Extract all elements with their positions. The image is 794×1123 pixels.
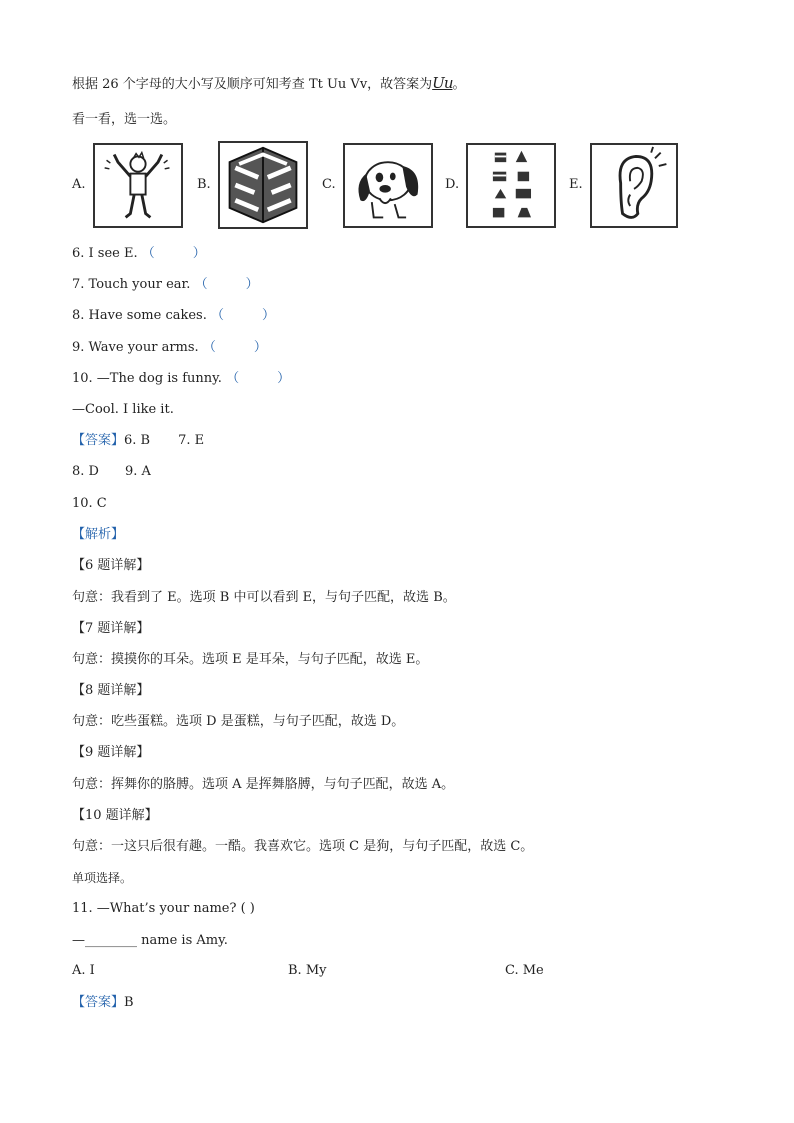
dog-icon bbox=[343, 143, 433, 228]
analysis-label: 【解析】 bbox=[72, 527, 125, 542]
question-10-reply: —Cool. I like it. bbox=[72, 402, 174, 417]
option-b[interactable]: B. My bbox=[288, 963, 327, 978]
option-a[interactable]: A. I bbox=[72, 963, 95, 978]
pic-label-a: A. bbox=[72, 177, 86, 192]
question-9: 9. Wave your arms. （ ） bbox=[72, 340, 267, 355]
question-11: 11. —What’s your name? ( ) bbox=[72, 901, 255, 916]
pic-label-e: E. bbox=[569, 177, 583, 192]
answer-bracket-10[interactable]: （ ） bbox=[226, 371, 291, 386]
detail-text-7: 句意：摸摸你的耳朵。选项 E 是耳朵，与句子匹配，故选 E。 bbox=[72, 652, 429, 667]
answer-blank[interactable]: ________ bbox=[85, 933, 137, 948]
answer-bracket-6[interactable]: （ ） bbox=[141, 246, 206, 261]
ear-icon bbox=[590, 143, 678, 228]
letter-e-cube-icon bbox=[218, 141, 308, 229]
pic-label-d: D. bbox=[445, 177, 460, 192]
detail-text-8: 句意：吃些蛋糕。选项 D 是蛋糕，与句子匹配，故选 D。 bbox=[72, 714, 405, 729]
detail-heading-8: 【8 题详解】 bbox=[72, 683, 150, 698]
detail-heading-6: 【6 题详解】 bbox=[72, 558, 150, 573]
option-c[interactable]: C. Me bbox=[505, 963, 544, 978]
waving-boy-icon bbox=[93, 143, 183, 228]
answer-bracket-9[interactable]: （ ） bbox=[202, 340, 267, 355]
question-7: 7. Touch your ear. （ ） bbox=[72, 277, 259, 292]
cakes-icon bbox=[466, 143, 556, 228]
answer-line-2: 8. D 9. A bbox=[72, 464, 151, 479]
question-10: 10. —The dog is funny. （ ） bbox=[72, 371, 291, 386]
answer-line-1: 【答案】6. B 7. E bbox=[72, 433, 205, 448]
pic-label-b: B. bbox=[197, 177, 211, 192]
detail-text-10: 句意：一这只后很有趣。一酷。我喜欢它。选项 C 是狗，与句子匹配，故选 C。 bbox=[72, 839, 534, 854]
answer-11: 【答案】B bbox=[72, 995, 134, 1010]
intro-line: 根据 26 个字母的大小写及顺序可知考查 Tt Uu Vv，故答案为Uu。 bbox=[72, 74, 466, 92]
question-6: 6. I see E. （ ） bbox=[72, 246, 206, 261]
answer-label: 【答案】 bbox=[72, 433, 125, 448]
detail-heading-10: 【10 题详解】 bbox=[72, 808, 158, 823]
single-choice-title: 单项选择。 bbox=[72, 871, 133, 885]
handwritten-answer: Uu bbox=[432, 74, 453, 92]
question-8: 8. Have some cakes. （ ） bbox=[72, 308, 276, 323]
detail-text-6: 句意：我看到了 E。选项 B 中可以看到 E，与句子匹配，故选 B。 bbox=[72, 590, 456, 605]
detail-heading-7: 【7 题详解】 bbox=[72, 621, 150, 636]
intro-text: 根据 26 个字母的大小写及顺序可知考查 Tt Uu Vv，故答案为 bbox=[72, 77, 433, 92]
detail-text-9: 句意：挥舞你的胳膊。选项 A 是挥舞胳膊，与句子匹配，故选 A。 bbox=[72, 777, 455, 792]
detail-heading-9: 【9 题详解】 bbox=[72, 745, 150, 760]
pic-label-c: C. bbox=[322, 177, 336, 192]
answer-bracket-8[interactable]: （ ） bbox=[211, 308, 276, 323]
answer-bracket-7[interactable]: （ ） bbox=[194, 277, 259, 292]
answer-line-3: 10. C bbox=[72, 496, 107, 511]
section-title: 看一看，选一选。 bbox=[72, 112, 177, 127]
question-11-reply: —________ name is Amy. bbox=[72, 933, 228, 948]
